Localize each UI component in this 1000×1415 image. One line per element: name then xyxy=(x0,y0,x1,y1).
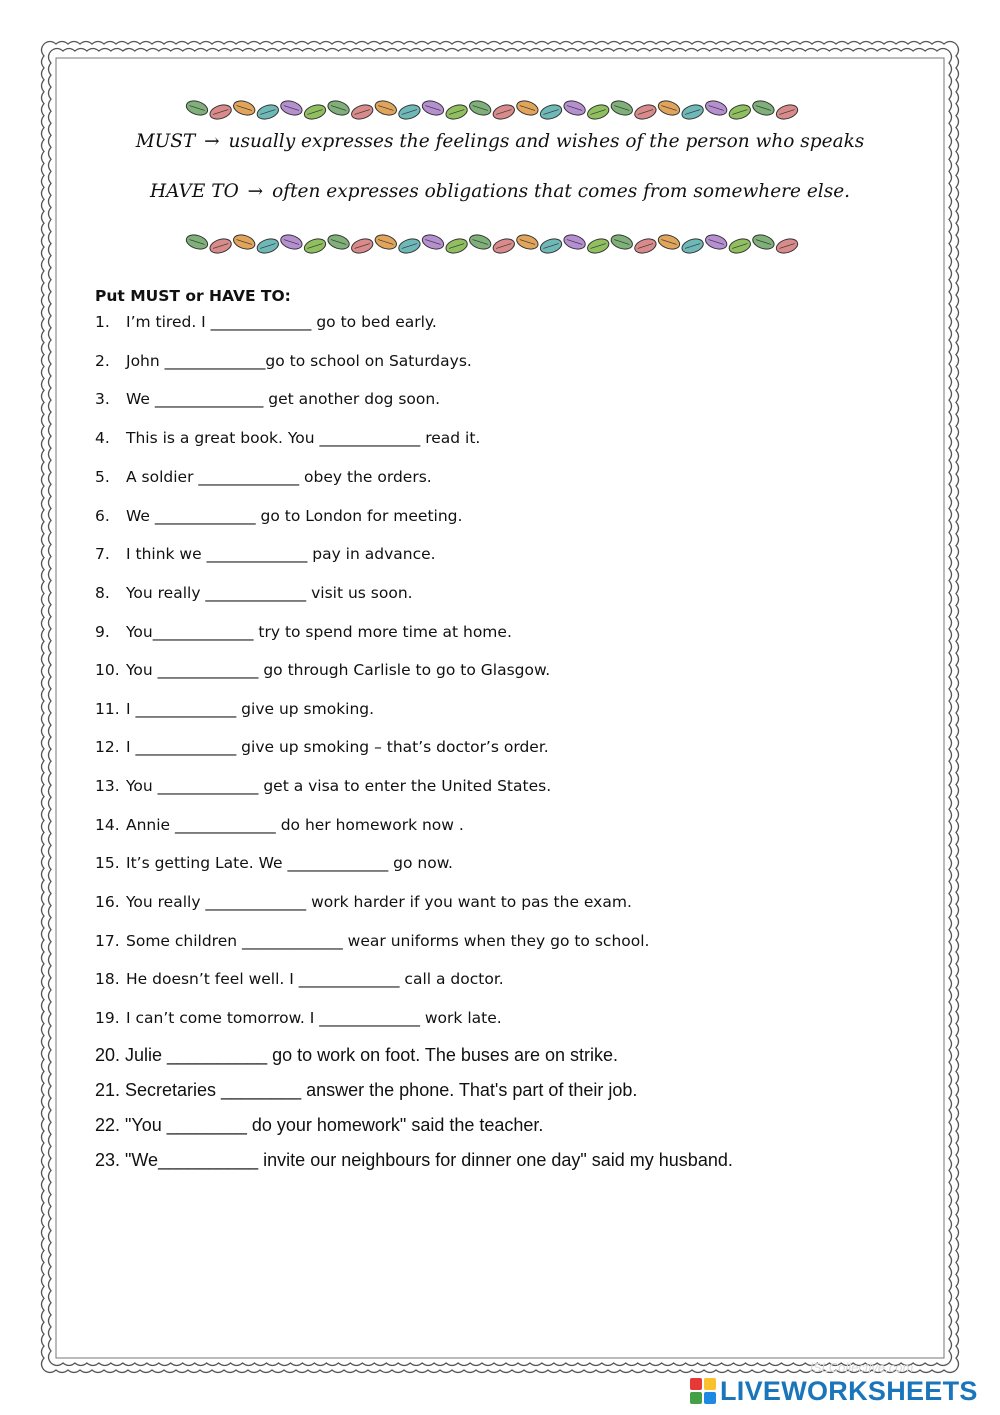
item-sentence: You _____________ go through Carlisle to go to Glasgow. xyxy=(126,661,551,679)
item-sentence: You _____________ get a visa to enter the United States. xyxy=(126,777,552,795)
item-sentence: You really _____________ work harder if you want to pas the exam. xyxy=(126,893,632,911)
leaf-garland-icon xyxy=(185,230,813,258)
exercise-item xyxy=(95,1045,618,1066)
brand-name: LIVEWORKSHEETS xyxy=(720,1375,978,1406)
exercise-item xyxy=(95,584,413,602)
exercise-item xyxy=(95,777,551,795)
item-number: 13. xyxy=(95,777,120,795)
exercise-item xyxy=(95,390,440,408)
exercise-item xyxy=(95,700,374,718)
exercise-item xyxy=(95,816,464,834)
item-number: 10. xyxy=(95,661,120,679)
item-number: 6. xyxy=(95,507,110,525)
arrow-icon: → xyxy=(247,181,264,202)
exercise-item xyxy=(95,507,462,525)
item-sentence: "We__________ invite our neighbours for dinner one day" said my husband. xyxy=(125,1150,733,1170)
item-sentence: We ______________ get another dog soon. xyxy=(126,390,441,408)
exercise-item xyxy=(95,545,436,563)
item-number: 1. xyxy=(95,313,110,331)
exercise-item xyxy=(95,661,550,679)
item-number: 12. xyxy=(95,738,120,756)
item-sentence: I _____________ give up smoking – that’s doctor’s order. xyxy=(126,738,549,756)
item-sentence: You really _____________ visit us soon. xyxy=(126,584,413,602)
exercise-item xyxy=(95,313,437,331)
item-number: 16. xyxy=(95,893,120,911)
exercise-item xyxy=(95,738,549,756)
exercise-item xyxy=(95,623,512,641)
item-number: 2. xyxy=(95,352,110,370)
exercise-item xyxy=(95,932,649,950)
item-number: 17. xyxy=(95,932,120,950)
arrow-icon: → xyxy=(204,131,220,152)
item-sentence: Annie _____________ do her homework now . xyxy=(126,816,464,834)
exercise-item xyxy=(95,1115,543,1136)
item-number: 20. xyxy=(95,1045,121,1065)
exercise-instruction: Put MUST or HAVE TO: xyxy=(95,287,291,305)
item-sentence: Some children _____________ wear uniforms when they go to school. xyxy=(126,932,650,950)
item-sentence: I can’t come tomorrow. I _____________ work late. xyxy=(126,1009,502,1027)
item-sentence: I’m tired. I _____________ go to bed early. xyxy=(126,313,437,331)
item-sentence: Julie __________ go to work on foot. The buses are on strike. xyxy=(125,1045,618,1065)
item-number: 9. xyxy=(95,623,110,641)
item-number: 14. xyxy=(95,816,120,834)
item-sentence: A soldier _____________ obey the orders. xyxy=(126,468,432,486)
item-number: 5. xyxy=(95,468,110,486)
must-rule xyxy=(100,131,900,152)
exercise-item xyxy=(95,468,432,486)
item-sentence: This is a great book. You _____________ read it. xyxy=(126,429,481,447)
must-term: MUST xyxy=(135,131,196,152)
item-number: 15. xyxy=(95,854,120,872)
item-number: 7. xyxy=(95,545,110,563)
item-sentence: Secretaries ________ answer the phone. That's part of their job. xyxy=(125,1080,638,1100)
liveworksheets-logo-icon xyxy=(690,1378,716,1404)
item-number: 18. xyxy=(95,970,120,988)
islcollective-watermark: iSLCollective.com xyxy=(810,1360,914,1375)
leaf-garland-icon xyxy=(185,96,813,124)
item-number: 3. xyxy=(95,390,110,408)
item-sentence: It’s getting Late. We _____________ go now. xyxy=(126,854,453,872)
item-sentence: I _____________ give up smoking. xyxy=(126,700,375,718)
exercise-item xyxy=(95,429,480,447)
exercise-item xyxy=(95,352,472,370)
item-number: 23. xyxy=(95,1150,121,1170)
item-sentence: We _____________ go to London for meeting. xyxy=(126,507,463,525)
item-number: 11. xyxy=(95,700,120,718)
exercise-item xyxy=(95,970,504,988)
item-number: 21. xyxy=(95,1080,121,1100)
item-sentence: I think we _____________ pay in advance. xyxy=(126,545,436,563)
exercise-item xyxy=(95,854,453,872)
haveto-explanation: often expresses obligations that comes from somewhere else. xyxy=(272,181,851,202)
item-sentence: You_____________ try to spend more time at home. xyxy=(126,623,512,641)
item-number: 22. xyxy=(95,1115,121,1135)
item-sentence: "You ________ do your homework" said the teacher. xyxy=(125,1115,544,1135)
exercise-item xyxy=(95,1080,637,1101)
haveto-term: HAVE TO xyxy=(149,181,239,202)
item-sentence: He doesn’t feel well. I _____________ call a doctor. xyxy=(126,970,504,988)
haveto-rule xyxy=(100,181,900,202)
item-number: 8. xyxy=(95,584,110,602)
exercise-item xyxy=(95,1009,502,1027)
item-sentence: John _____________go to school on Saturdays. xyxy=(126,352,472,370)
must-explanation: usually expresses the feelings and wishes of the person who speaks xyxy=(228,131,865,152)
exercise-item xyxy=(95,893,632,911)
liveworksheets-brand[interactable] xyxy=(690,1376,978,1406)
item-number: 4. xyxy=(95,429,110,447)
exercise-item xyxy=(95,1150,733,1171)
item-number: 19. xyxy=(95,1009,120,1027)
